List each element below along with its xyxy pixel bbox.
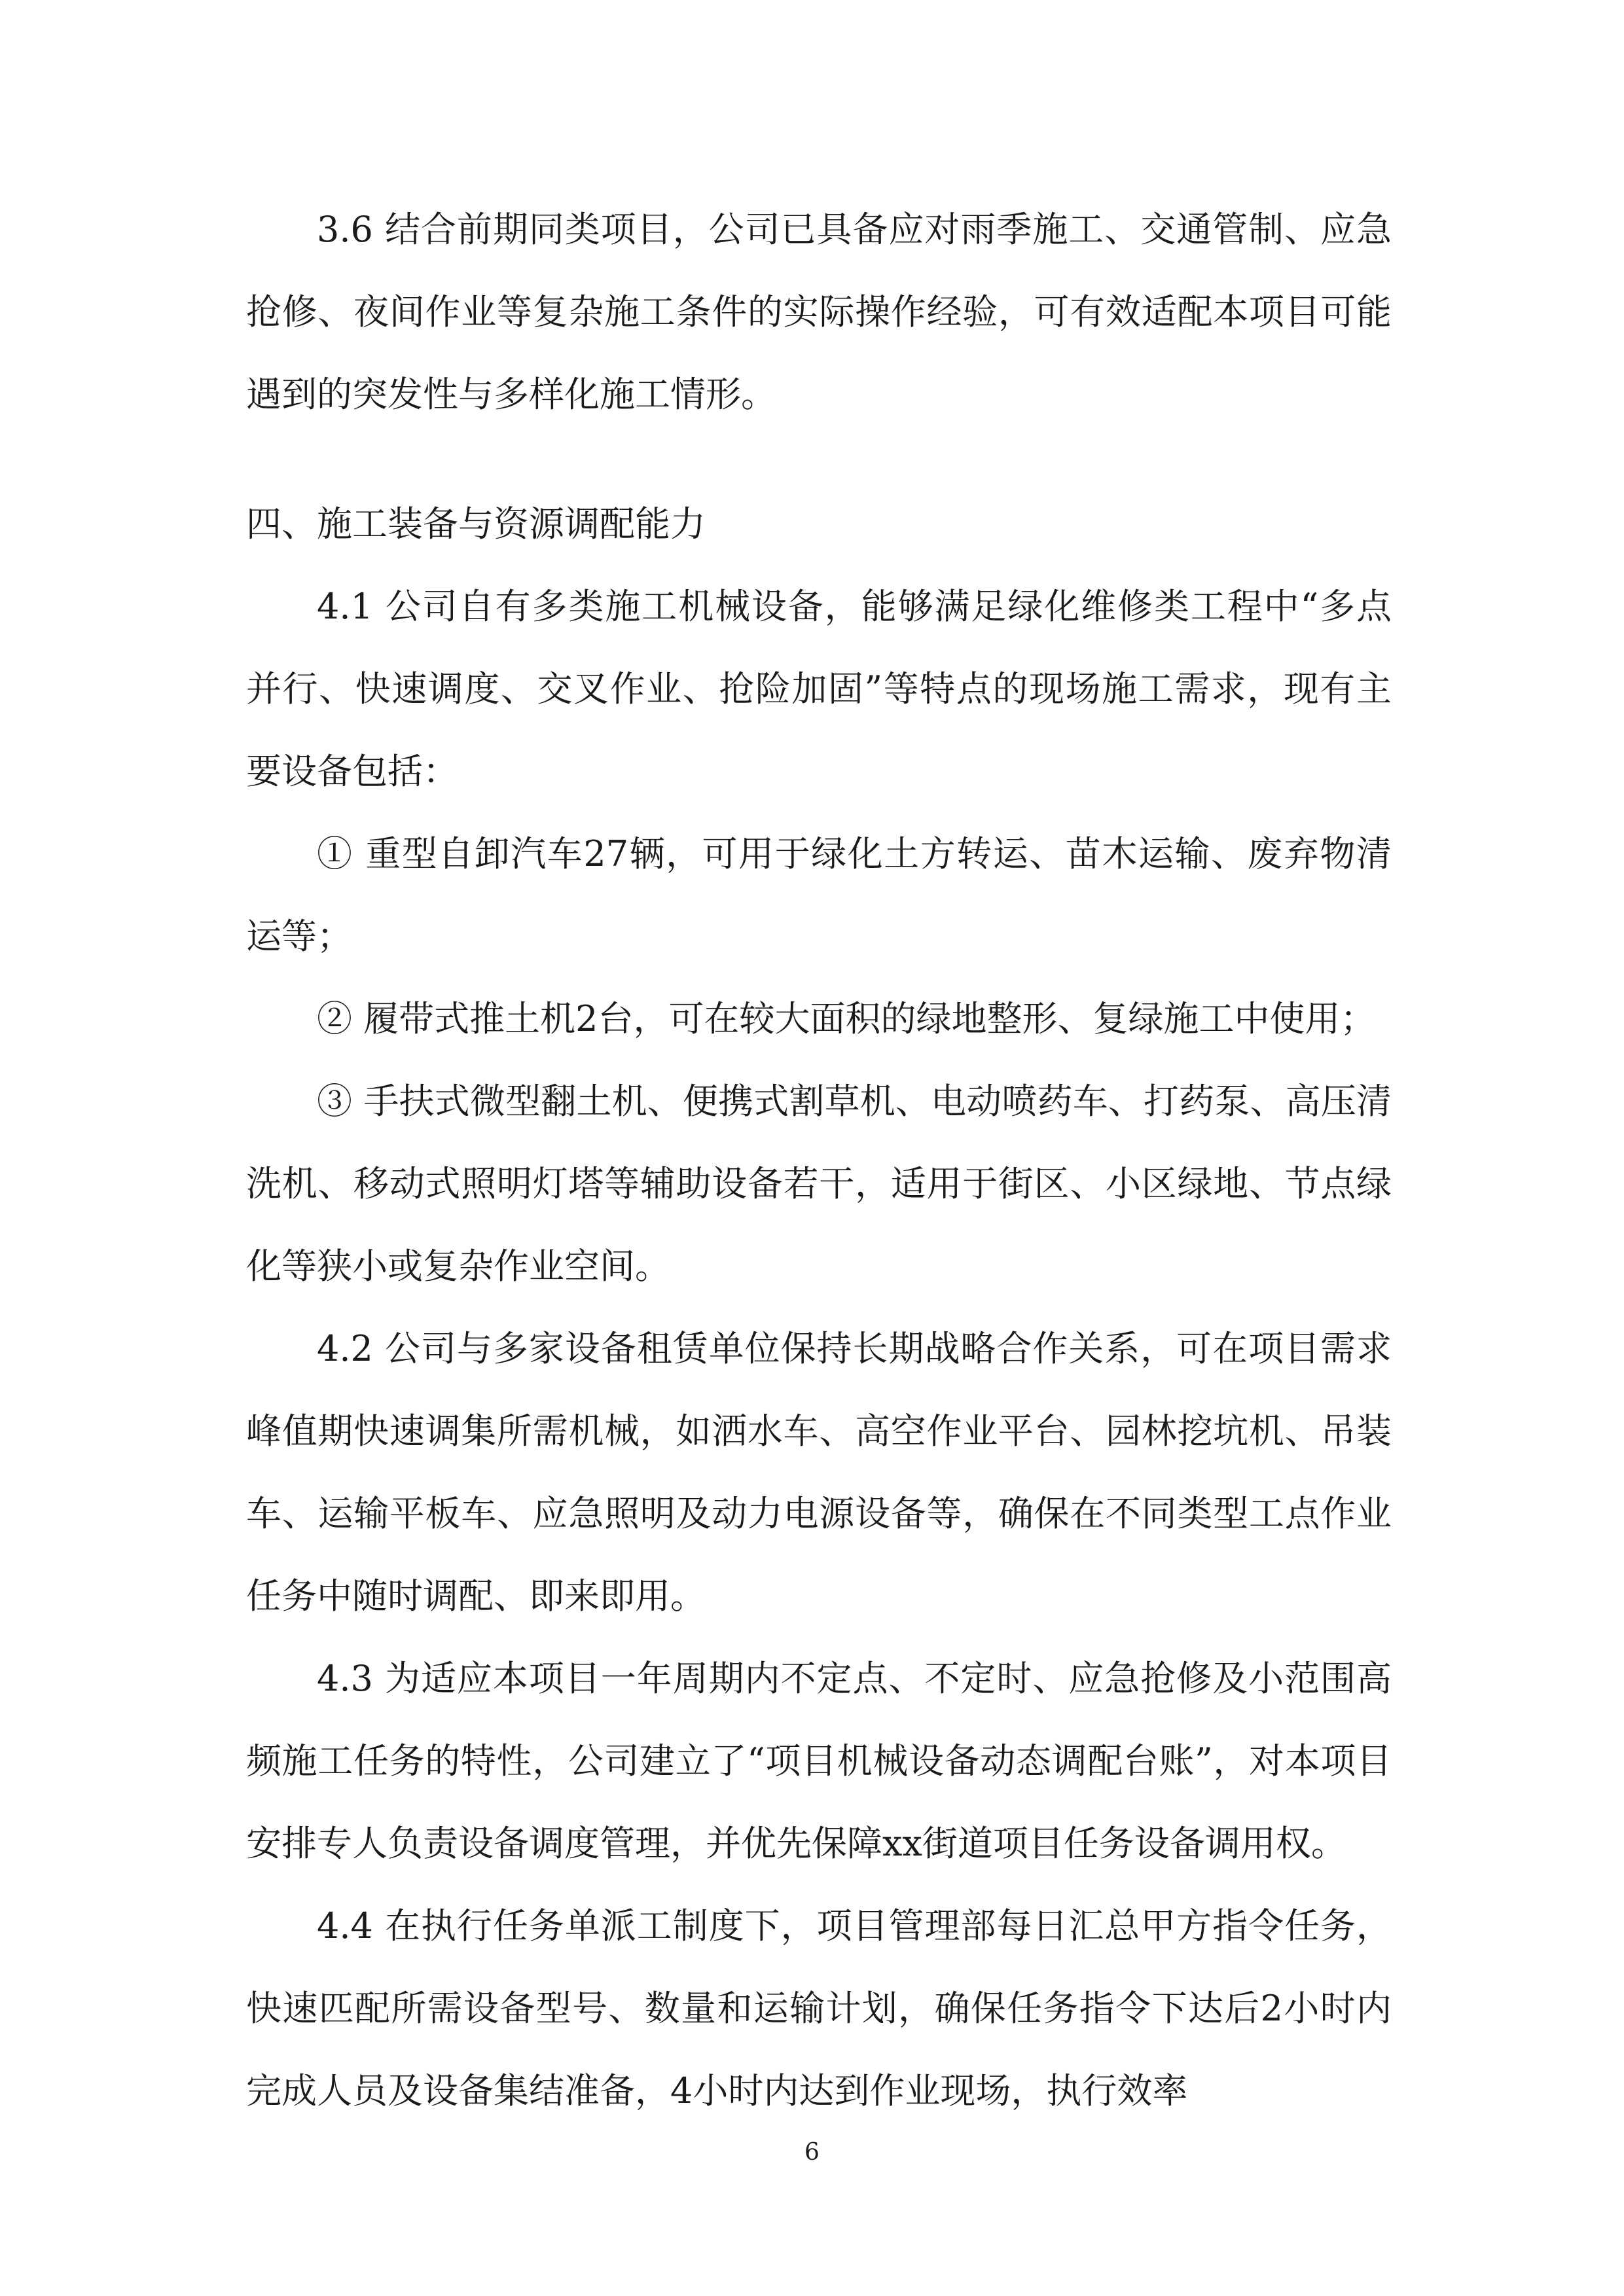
equipment-item-1: ① 重型自卸汽车27辆，可用于绿化土方转运、苗木运输、废弃物清运等； <box>246 833 1392 957</box>
paragraph-3-6: 3.6 结合前期同类项目，公司已具备应对雨季施工、交通管制、应急抢修、夜间作业等复杂施工条件的实际操作经验，可有效适配本项目可能遇到的突发性与多样化施工情形。 <box>246 209 1392 415</box>
document-body <box>246 188 1392 2132</box>
equipment-item-3: ③ 手扶式微型翻土机、便携式割草机、电动喷药车、打药泵、高压清洗机、移动式照明灯塔等辅助设备若干，适用于街区、小区绿地、节点绿化等狭小或复杂作业空间。 <box>246 1081 1392 1287</box>
equipment-item-2: ② 履带式推土机2台，可在较大面积的绿地整形、复绿施工中使用； <box>317 998 1376 1039</box>
section-heading-4: 四、施工装备与资源调配能力 <box>246 503 706 545</box>
paragraph-4-3: 4.3 为适应本项目一年周期内不定点、不定时、应急抢修及小范围高频施工任务的特性，公司建立了“项目机械设备动态调配台账”，对本项目安排专人负责设备调度管理，并优先保障xx街道项目任务设备调用权。 <box>246 1658 1392 1864</box>
paragraph-4-4: 4.4 在执行任务单派工制度下，项目管理部每日汇总甲方指令任务，快速匹配所需设备型号、数量和运输计划，确保任务指令下达后2小时内完成人员及设备集结准备，4小时内达到作业现场，执行效率 <box>246 1905 1392 2111</box>
paragraph-4-1: 4.1 公司自有多类施工机械设备，能够满足绿化维修类工程中“多点并行、快速调度、交叉作业、抢险加固”等特点的现场施工需求，现有主要设备包括： <box>246 586 1392 792</box>
paragraph-4-2: 4.2 公司与多家设备租赁单位保持长期战略合作关系，可在项目需求峰值期快速调集所需机械，如洒水车、高空作业平台、园林挖坑机、吊装车、运输平板车、应急照明及动力电源设备等，确保在不同类型工点作业任务中随时调配、即来即用。 <box>246 1328 1392 1617</box>
page-number: 6 <box>804 2139 820 2166</box>
